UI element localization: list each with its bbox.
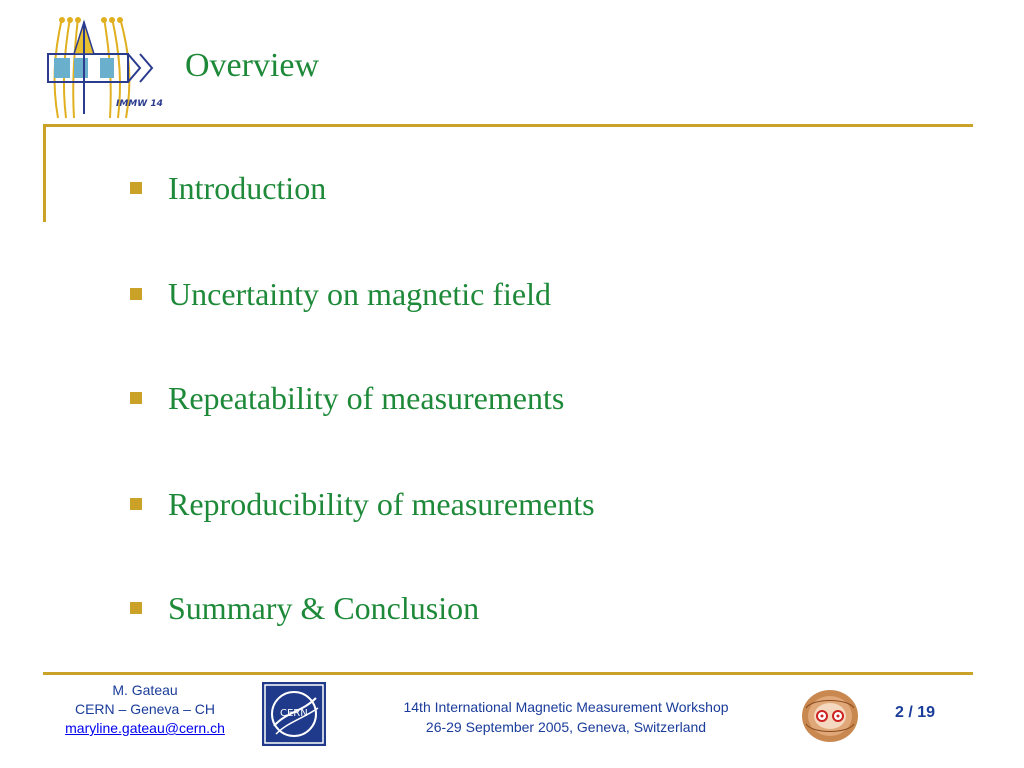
lhc-logo (800, 688, 860, 744)
event-title: 14th International Magnetic Measurement Workshop (403, 699, 729, 715)
footer-divider (43, 672, 973, 675)
author-affiliation: CERN – Geneva – CH (74, 701, 216, 717)
cern-logo-text: CERN (280, 708, 308, 719)
event-date-location: 26-29 September 2005, Geneva, Switzerland (425, 719, 707, 735)
page-separator: / (908, 704, 913, 721)
conference-logo (40, 14, 166, 120)
author-name: M. Gateau (112, 682, 178, 698)
bullet-text: Introduction (168, 169, 327, 206)
page-number (885, 704, 945, 722)
bullet-item (130, 272, 551, 316)
bullet-marker (130, 288, 142, 300)
left-divider (43, 124, 46, 222)
page-total: 19 (917, 704, 936, 721)
top-divider (43, 124, 973, 127)
bullet-item (130, 586, 479, 630)
footer-author-block (45, 681, 245, 738)
author-email-link[interactable]: maryline.gateau@cern.ch (65, 720, 225, 736)
bullet-marker (130, 602, 142, 614)
bullet-marker (130, 182, 142, 194)
bullet-item (130, 376, 564, 420)
bullet-item (130, 482, 595, 526)
bullet-text: Summary & Conclusion (168, 589, 480, 626)
logo-text: IMMW 14 (116, 99, 163, 109)
bullet-text: Reproducibility of measurements (168, 485, 595, 522)
page-current: 2 (894, 704, 904, 721)
bullet-text: Repeatability of measurements (168, 379, 565, 416)
bullet-text: Uncertainty on magnetic field (168, 275, 551, 312)
footer-event-block (356, 697, 776, 737)
bullet-marker (130, 498, 142, 510)
bullet-item (130, 166, 326, 210)
slide-title: Overview (185, 47, 320, 84)
cern-logo (262, 682, 326, 746)
bullet-marker (130, 392, 142, 404)
